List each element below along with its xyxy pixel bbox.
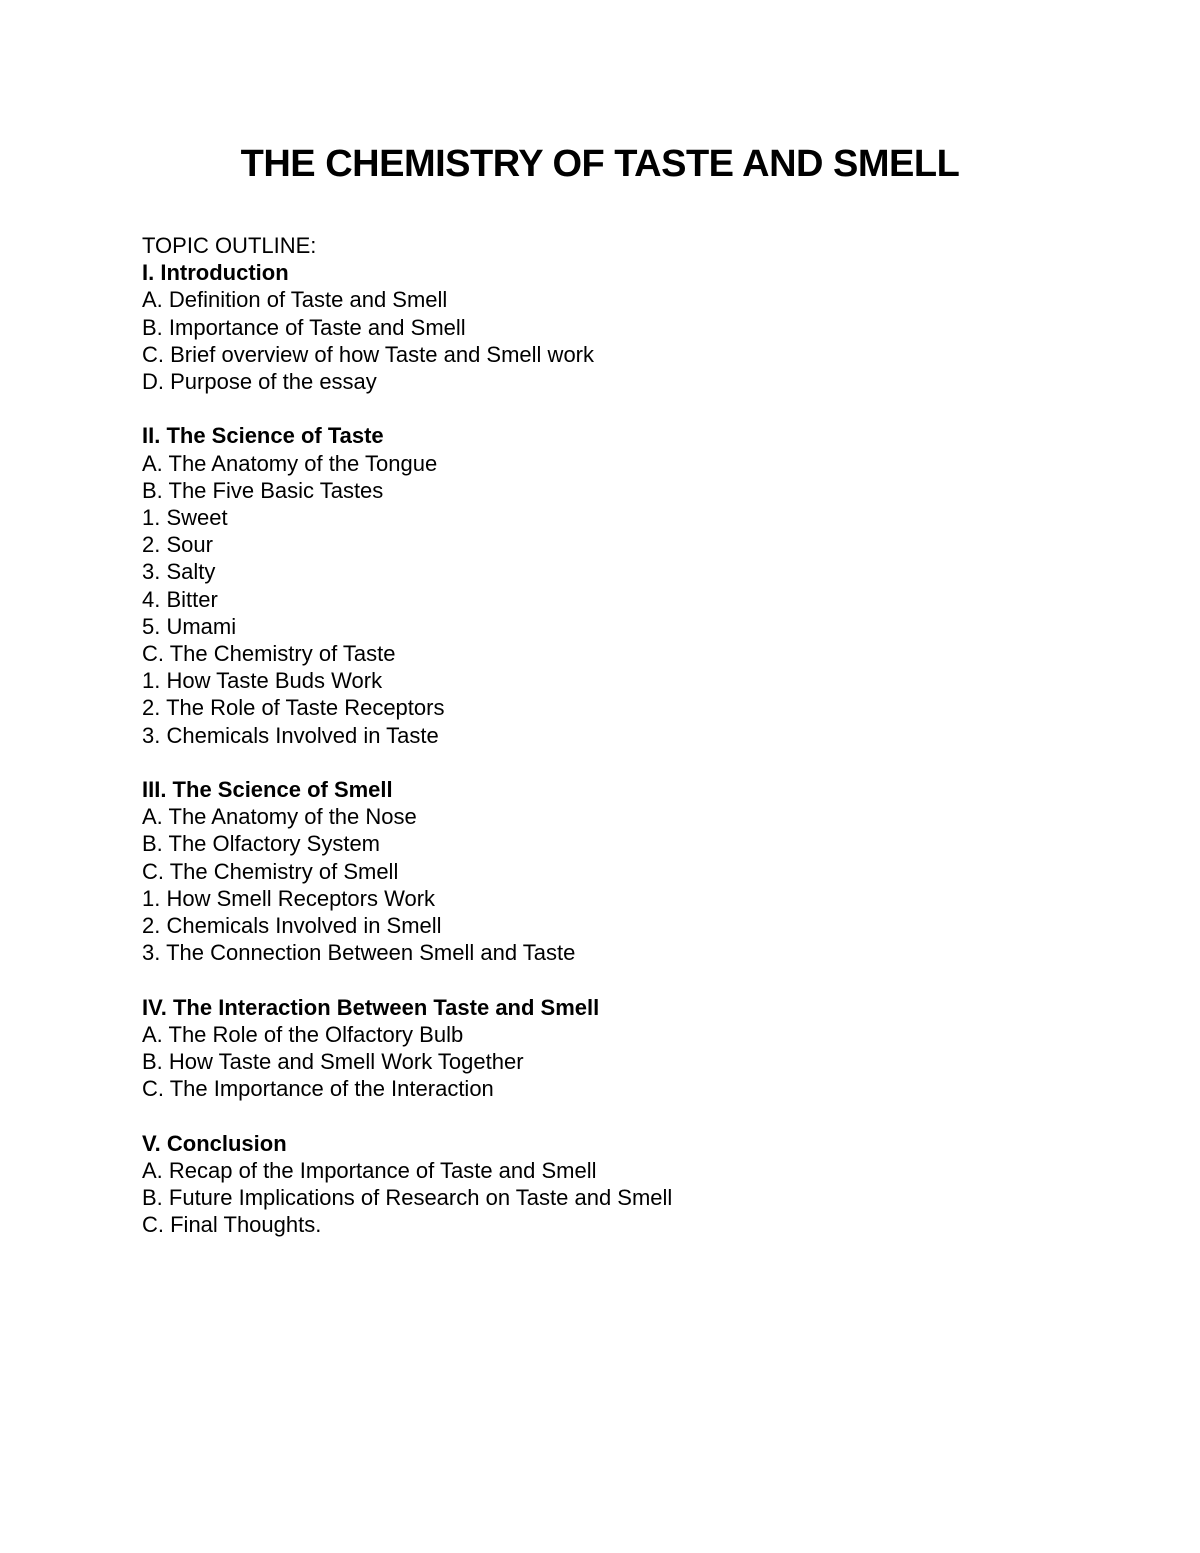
outline-item: 5. Umami	[142, 613, 237, 639]
outline-section-science-of-smell	[142, 776, 1142, 966]
outline-item: C. The Chemistry of Taste	[142, 641, 396, 667]
topic-outline	[142, 232, 1142, 1266]
outline-item: A. The Role of the Olfactory Bulb	[142, 1021, 464, 1047]
outline-item: D. Purpose of the essay	[142, 369, 377, 395]
outline-item: A. The Anatomy of the Tongue	[142, 450, 438, 476]
outline-section-conclusion	[142, 1130, 1142, 1239]
outline-section-introduction	[142, 259, 1142, 395]
outline-item: A. Recap of the Importance of Taste and Smell	[142, 1157, 597, 1183]
section-heading: III. The Science of Smell	[142, 777, 393, 803]
outline-item: 2. Chemicals Involved in Smell	[142, 913, 442, 939]
outline-item: C. Final Thoughts.	[142, 1212, 322, 1238]
outline-item: 2. Sour	[142, 532, 213, 558]
outline-label: TOPIC OUTLINE:	[142, 233, 317, 258]
outline-item: B. The Olfactory System	[142, 831, 381, 857]
outline-section-science-of-taste	[142, 422, 1142, 748]
outline-item: B. Importance of Taste and Smell	[142, 314, 466, 340]
section-heading: IV. The Interaction Between Taste and Smell	[142, 994, 600, 1020]
outline-item: 3. Chemicals Involved in Taste	[142, 722, 439, 748]
outline-item: A. The Anatomy of the Nose	[142, 804, 417, 830]
outline-item: C. The Chemistry of Smell	[142, 858, 399, 884]
outline-item: 3. The Connection Between Smell and Taste	[142, 940, 576, 966]
outline-item: 2. The Role of Taste Receptors	[142, 695, 445, 721]
section-heading: II. The Science of Taste	[142, 423, 384, 449]
outline-item: 1. How Smell Receptors Work	[142, 885, 436, 911]
outline-item: A. Definition of Taste and Smell	[142, 287, 448, 313]
page-title: THE CHEMISTRY OF TASTE AND SMELL	[240, 143, 960, 185]
outline-item: B. Future Implications of Research on Taste and Smell	[142, 1185, 673, 1211]
outline-item: 1. Sweet	[142, 505, 228, 531]
outline-item: B. The Five Basic Tastes	[142, 477, 384, 503]
outline-item: 1. How Taste Buds Work	[142, 668, 383, 694]
outline-section-interaction	[142, 994, 1142, 1103]
outline-item: 4. Bitter	[142, 586, 218, 612]
outline-item: 3. Salty	[142, 559, 216, 585]
outline-item: C. The Importance of the Interaction	[142, 1076, 494, 1102]
section-heading: I. Introduction	[142, 260, 289, 286]
outline-item: B. How Taste and Smell Work Together	[142, 1049, 524, 1075]
outline-item: C. Brief overview of how Taste and Smell work	[142, 341, 594, 367]
section-heading: V. Conclusion	[142, 1130, 287, 1156]
